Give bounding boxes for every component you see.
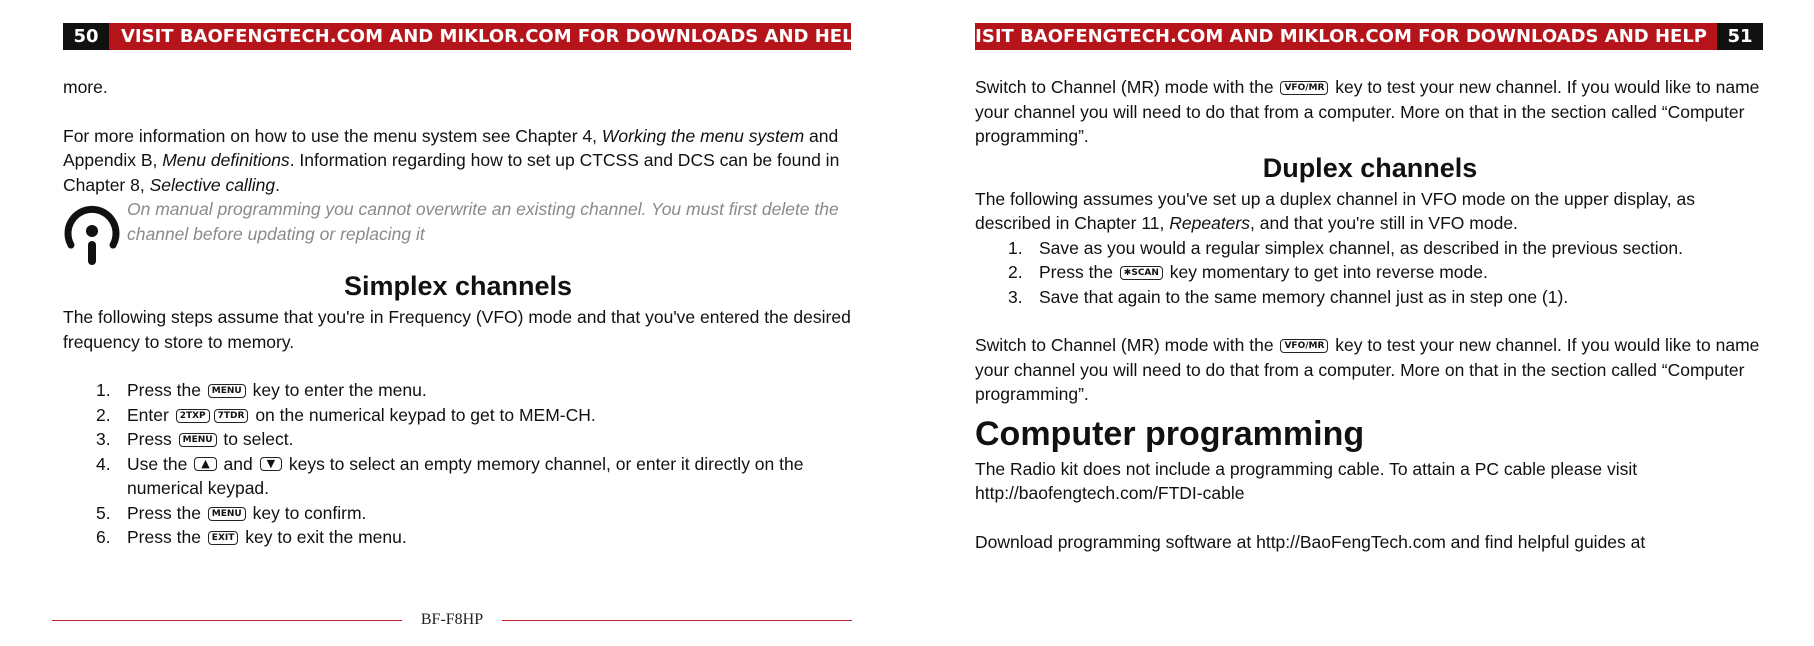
text-run: Press the [127,380,206,400]
footer-model-text: BF-F8HP [420,611,484,628]
text-run: Use the [127,453,193,474]
footer-rule-left [52,620,402,621]
text-run: Save as you would a regular simplex channel, as described in the previous section. [1039,237,1683,258]
italic-reference: Working the menu system [601,125,805,146]
text-run: to select. [218,429,294,449]
list-item [63,525,853,550]
step-number: 1. [96,380,111,400]
step-number: 5. [96,502,111,523]
section-title-duplex: Duplex channels [1262,152,1478,183]
right-page [907,0,1814,646]
step-number: 3. [96,429,111,449]
scan-key-icon: ✱SCAN [1120,266,1163,280]
step-number: 6. [96,527,111,547]
text-run: and [218,453,258,474]
download-paragraph: Download programming software at http://BaoFengTech.com and find helpful guides at [975,531,1646,552]
note-text: On manual programming you cannot overwrite an existing channel. You must first delete the channel before updating or replacing it [127,199,839,244]
cable-paragraph: The Radio kit does not include a programming cable. To attain a PC cable please visit http://baofengtech.com/FTDI-cable [975,458,1638,503]
page-header-banner [961,23,1763,50]
menu-key-icon: MENU [179,433,217,447]
text-run: The following assumes you've set up a duplex channel in VFO mode on the upper display, as described in Chapter 11, [975,188,1695,233]
simplex-steps-list [63,378,853,550]
duplex-intro [975,187,1765,236]
text-run: on the numerical keypad to get to MEM-CH. [250,404,596,425]
list-item [63,427,853,452]
text-run: key to confirm. [247,502,367,523]
header-text: VISIT BAOFENGTECH.COM AND MIKLOR.COM FOR DOWNLOADS AND HELP [121,26,867,47]
menu-key-icon: MENU [208,384,246,398]
text-run: . Information regarding how to set up CTCSS and DCS can be found in Chapter 8, [63,150,840,195]
text-run: Press the [1039,262,1118,282]
duplex-steps-list [975,236,1765,310]
menu-key-icon: MENU [208,507,246,521]
continued-text: more. [63,77,108,97]
step-number: 3. [1008,286,1023,307]
footer-rule-right [502,620,852,621]
info-paragraph [63,124,853,198]
text-run: Switch to Channel (MR) mode with the [975,335,1279,355]
vfo-mr-key-icon: VFO/MR [1280,339,1328,353]
section-intro: The following steps assume that you're in Frequency (VFO) mode and that you've entered the desired frequency to store to memory. [63,307,851,352]
text-run: Enter [127,404,174,425]
text-run: Save that again to the same memory channel just as in step one (1). [1039,286,1569,307]
left-content [63,75,853,550]
section-title-computer-programming: Computer programming [975,414,1365,453]
page-number: 51 [1717,23,1763,50]
step-number: 2. [96,404,111,425]
list-item [975,285,1765,310]
list-item [63,403,853,428]
text-run: , and that you're still in VFO mode. [1250,213,1518,233]
note-callout [63,197,853,267]
step-number: 1. [1008,237,1023,258]
key-2-icon: 2TXP [176,409,210,423]
header-text: VISIT BAOFENGTECH.COM AND MIKLOR.COM FOR DOWNLOADS AND HELP [961,26,1707,47]
key-7-icon: 7TDR [214,409,249,423]
text-run: key to exit the menu. [240,527,407,547]
up-arrow-key-icon: ▲ [194,457,216,471]
down-arrow-key-icon: ▼ [260,457,282,471]
page-header-banner [63,23,867,50]
text-run: For more information on how to use the menu system see Chapter 4, [63,125,602,146]
text-run: Press the [127,502,206,523]
switch-paragraph [975,75,1765,149]
text-run: Press the [127,527,206,547]
step-number: 2. [1008,262,1023,282]
italic-reference: Repeaters [1169,213,1250,233]
step-number: 4. [96,453,111,474]
text-run: key momentary to get into reverse mode. [1164,262,1488,282]
list-item [63,501,853,526]
italic-reference: Menu definitions [162,150,290,170]
text-run: keys to select an empty memory channel, or enter it directly on the numerical keypad. [127,453,804,498]
right-content [975,75,1765,554]
text-run: key to test your new channel. If you would like to name your channel you will need to do that from a computer. More on that in the section called “Computer programming”. [975,335,1760,404]
text-run: key to enter the menu. [247,380,427,400]
text-run: . [275,174,280,195]
list-item [975,260,1765,285]
vfo-mr-key-icon: VFO/MR [1280,81,1328,95]
page-number: 50 [63,23,109,50]
text-run: and Appendix B, [63,125,839,170]
list-item [975,236,1765,261]
text-run: Press [127,429,177,449]
page-footer [52,610,852,630]
switch-paragraph [975,333,1765,407]
list-item [63,378,853,403]
italic-reference: Selective calling [149,174,276,195]
exit-key-icon: EXIT [208,531,239,545]
text-run: Switch to Channel (MR) mode with the [975,77,1279,97]
info-icon [63,201,121,269]
list-item [63,452,853,501]
text-run: key to test your new channel. If you would like to name your channel you will need to do that from a computer. More on that in the section called “Computer programming”. [975,77,1760,146]
section-title-simplex: Simplex channels [343,271,573,301]
